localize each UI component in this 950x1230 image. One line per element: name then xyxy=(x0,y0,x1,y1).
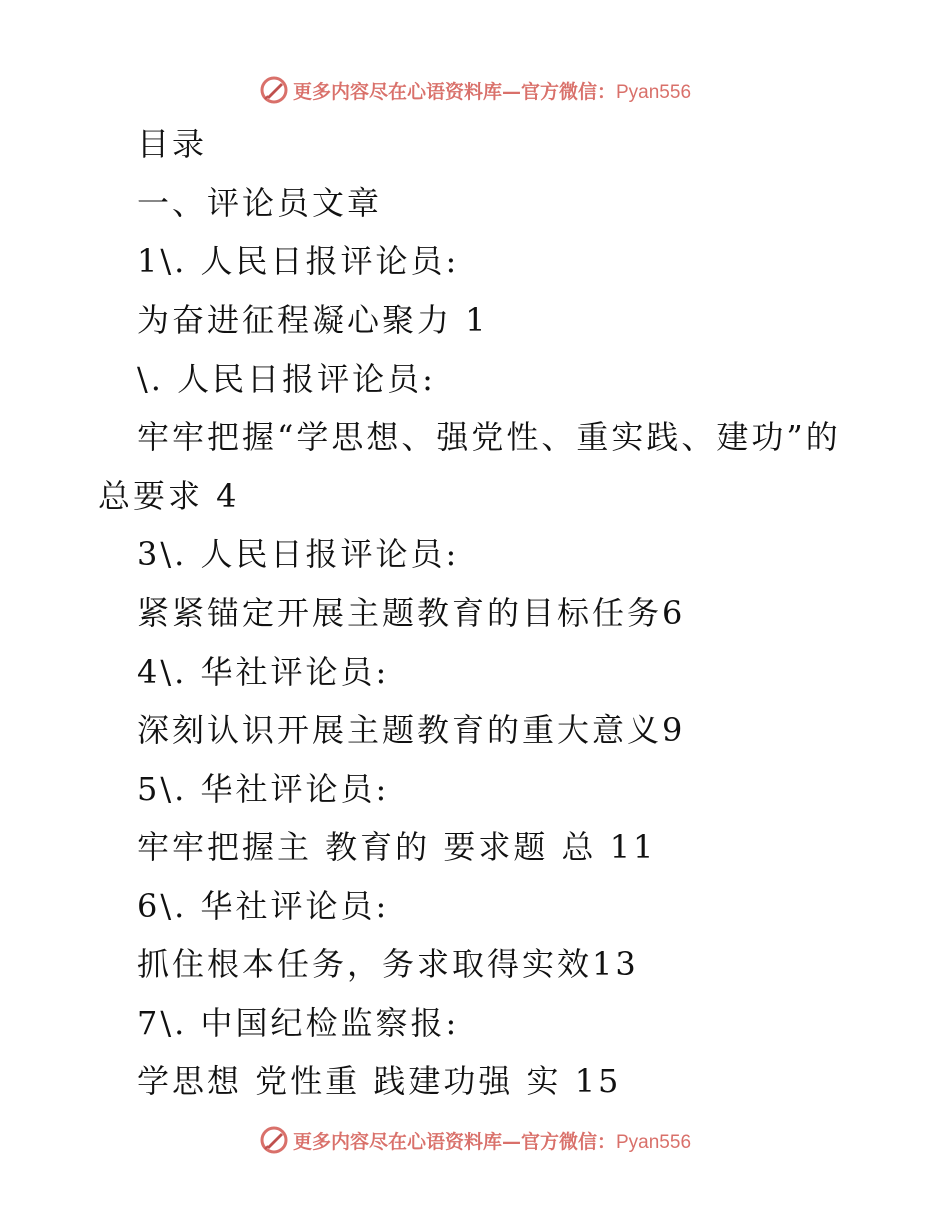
toc-entry-title: 深刻认识开展主题教育的重大意义9 xyxy=(137,711,686,749)
toc-entry-source: 3\. 人民日报评论员: xyxy=(137,535,460,573)
watermark-text xyxy=(293,77,691,104)
watermark-wechat-id: Pyan556 xyxy=(616,81,692,103)
toc-entry-source: 7\. 中国纪检监察报: xyxy=(137,1004,460,1042)
footer-watermark xyxy=(0,1120,950,1160)
toc-entry-source: 6\. 华社评论员: xyxy=(137,887,390,925)
watermark-wechat-id: Pyan556 xyxy=(616,1131,692,1153)
toc-title: 目录 xyxy=(137,125,208,163)
watermark-text xyxy=(293,1127,691,1154)
toc-entry-title: 牢牢把握“学思想、强党性、重实践、建功”的 xyxy=(137,418,841,456)
toc-entry-source: 5\. 华社评论员: xyxy=(137,770,390,808)
quill-pen-logo-icon xyxy=(259,1125,289,1155)
watermark-label: 更多内容尽在心语资料库—官方微信： xyxy=(292,80,616,103)
toc-entry-source: \. 人民日报评论员: xyxy=(137,360,436,398)
toc-entry-title: 抓住根本任务，务求取得实效13 xyxy=(137,945,639,983)
toc-entry-title: 牢牢把握主 教育的 要求题 总 11 xyxy=(137,828,657,866)
quill-pen-logo-icon xyxy=(259,75,289,105)
toc-entry-title: 紧紧锚定开展主题教育的目标任务6 xyxy=(137,594,686,632)
toc-entry-title: 学思想 党性重 践建功强 实 15 xyxy=(137,1062,622,1100)
watermark-label: 更多内容尽在心语资料库—官方微信： xyxy=(292,1130,616,1153)
toc-entry-source: 1\. 人民日报评论员: xyxy=(137,242,460,280)
toc-section-heading: 一、评论员文章 xyxy=(137,184,383,222)
toc-entry-title: 为奋进征程凝心聚力 1 xyxy=(137,301,489,339)
toc-entry-source: 4\. 华社评论员: xyxy=(137,653,390,691)
header-watermark xyxy=(0,70,950,110)
toc-entry-title-continued: 总要求 4 xyxy=(98,477,240,515)
